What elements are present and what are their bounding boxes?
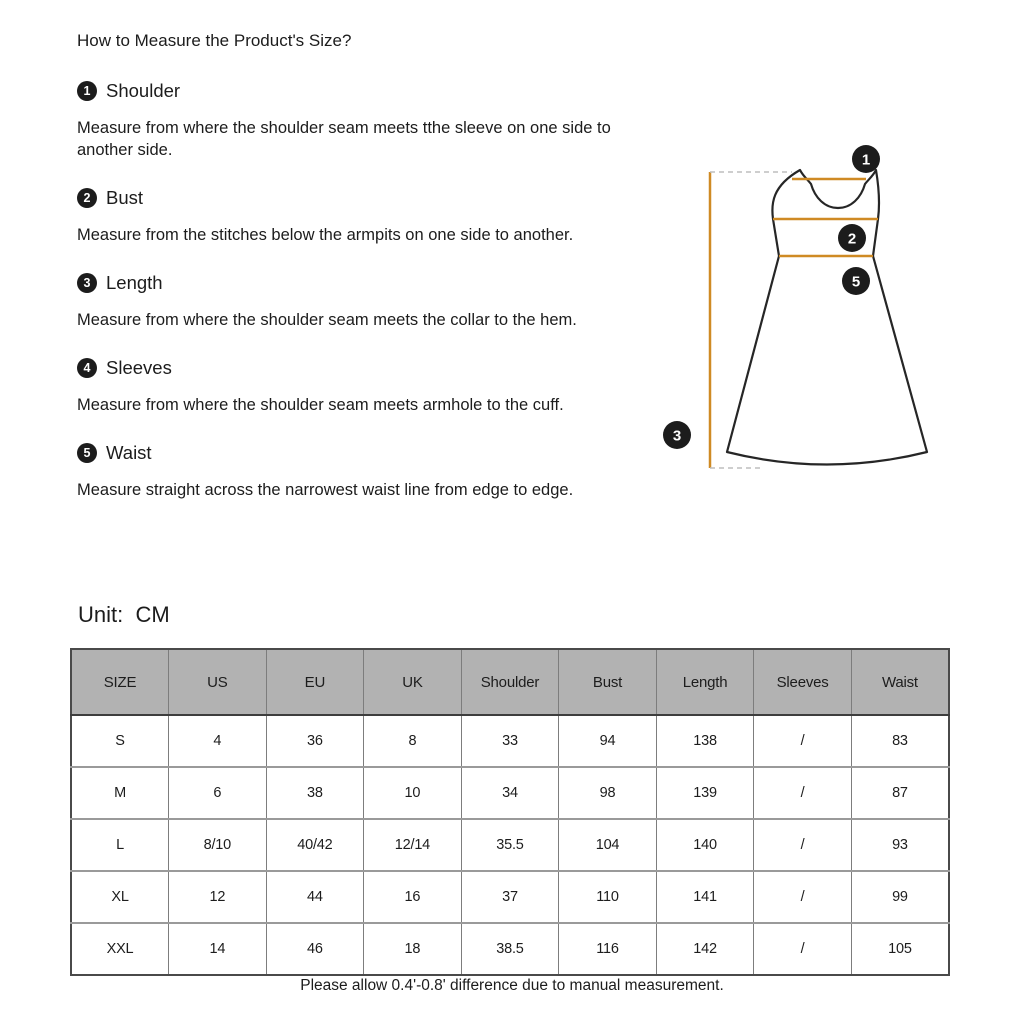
table-cell: 8 — [364, 715, 462, 767]
table-cell: 104 — [559, 819, 657, 871]
size-table — [70, 648, 950, 976]
table-cell: M — [71, 767, 169, 819]
svg-text:3: 3 — [672, 427, 682, 445]
table-cell: 98 — [559, 767, 657, 819]
table-cell: / — [754, 767, 852, 819]
table-row — [71, 871, 949, 923]
section-title: Length — [106, 272, 163, 293]
column-header: Length — [656, 649, 754, 715]
table-cell: 105 — [851, 923, 949, 975]
column-header: Sleeves — [754, 649, 852, 715]
table-cell: 38.5 — [461, 923, 559, 975]
page-title: How to Measure the Product's Size? — [77, 31, 352, 50]
section-title: Bust — [106, 187, 144, 208]
dress-measurement-diagram — [650, 130, 960, 500]
measure-instructions — [77, 30, 622, 527]
number-badge-5: 5 — [77, 443, 97, 463]
section-desc-bust: Measure from the stitches below the armpits on one side to another. — [77, 226, 574, 244]
table-cell: 6 — [169, 767, 267, 819]
number-badge-1: 1 — [77, 81, 97, 101]
table-cell: 37 — [461, 871, 559, 923]
column-header: EU — [266, 649, 364, 715]
table-cell: 40/42 — [266, 819, 364, 871]
section-desc-sleeves: Measure from where the shoulder seam meets armhole to the cuff. — [77, 396, 564, 414]
column-header: Shoulder — [461, 649, 559, 715]
svg-text:2: 2 — [847, 230, 857, 248]
column-header: Waist — [851, 649, 949, 715]
table-cell: XL — [71, 871, 169, 923]
table-row — [71, 923, 949, 975]
table-cell: 83 — [851, 715, 949, 767]
table-cell: 33 — [461, 715, 559, 767]
table-cell: 139 — [656, 767, 754, 819]
table-cell: 38 — [266, 767, 364, 819]
measurement-disclaimer: Please allow 0.4'-0.8' difference due to manual measurement. — [300, 977, 724, 994]
diagram-badge-length — [663, 421, 691, 449]
diagram-badge-bust — [838, 224, 866, 252]
section-head-length — [77, 272, 622, 294]
section-title: Shoulder — [106, 80, 181, 101]
size-table-header-row — [71, 649, 949, 715]
table-cell: 110 — [559, 871, 657, 923]
table-cell: 34 — [461, 767, 559, 819]
table-cell: / — [754, 923, 852, 975]
table-cell: 14 — [169, 923, 267, 975]
number-badge-4: 4 — [77, 358, 97, 378]
table-cell: 10 — [364, 767, 462, 819]
table-cell: 18 — [364, 923, 462, 975]
table-cell: 99 — [851, 871, 949, 923]
svg-text:5: 5 — [851, 273, 861, 291]
column-header: UK — [364, 649, 462, 715]
column-header: SIZE — [71, 649, 169, 715]
section-title: Waist — [106, 442, 152, 463]
table-cell: 93 — [851, 819, 949, 871]
section-head-shoulder — [77, 80, 622, 102]
column-header: US — [169, 649, 267, 715]
table-cell: 94 — [559, 715, 657, 767]
unit-label: Unit: CM — [78, 602, 170, 627]
table-cell: 8/10 — [169, 819, 267, 871]
size-table-head — [71, 649, 949, 715]
section-desc-waist: Measure straight across the narrowest waist line from edge to edge. — [77, 481, 574, 499]
table-cell: 12/14 — [364, 819, 462, 871]
section-desc-shoulder: Measure from where the shoulder seam meets tthe sleeve on one side to another side. — [77, 119, 611, 159]
table-cell: 44 — [266, 871, 364, 923]
section-title: Sleeves — [106, 357, 172, 378]
table-cell: 140 — [656, 819, 754, 871]
size-table-body — [71, 715, 949, 975]
section-head-bust — [77, 187, 622, 209]
section-desc-length: Measure from where the shoulder seam meets the collar to the hem. — [77, 311, 577, 329]
table-cell: / — [754, 871, 852, 923]
table-cell: 16 — [364, 871, 462, 923]
dress-diagram-svg — [650, 130, 960, 500]
table-row — [71, 715, 949, 767]
table-cell: / — [754, 819, 852, 871]
table-cell: / — [754, 715, 852, 767]
table-cell: 141 — [656, 871, 754, 923]
table-cell: 36 — [266, 715, 364, 767]
table-cell: 116 — [559, 923, 657, 975]
section-head-waist — [77, 442, 622, 464]
svg-text:1: 1 — [861, 151, 871, 169]
diagram-badge-waist — [842, 267, 870, 295]
number-badge-2: 2 — [77, 188, 97, 208]
table-row — [71, 819, 949, 871]
table-row — [71, 767, 949, 819]
number-badge-3: 3 — [77, 273, 97, 293]
column-header: Bust — [559, 649, 657, 715]
dress-outline — [727, 170, 927, 465]
table-cell: 87 — [851, 767, 949, 819]
section-head-sleeves — [77, 357, 622, 379]
diagram-badge-shoulder — [852, 145, 880, 173]
table-cell: S — [71, 715, 169, 767]
table-cell: XXL — [71, 923, 169, 975]
table-cell: 138 — [656, 715, 754, 767]
table-cell: 4 — [169, 715, 267, 767]
table-cell: 46 — [266, 923, 364, 975]
table-cell: L — [71, 819, 169, 871]
table-cell: 142 — [656, 923, 754, 975]
table-cell: 12 — [169, 871, 267, 923]
table-cell: 35.5 — [461, 819, 559, 871]
